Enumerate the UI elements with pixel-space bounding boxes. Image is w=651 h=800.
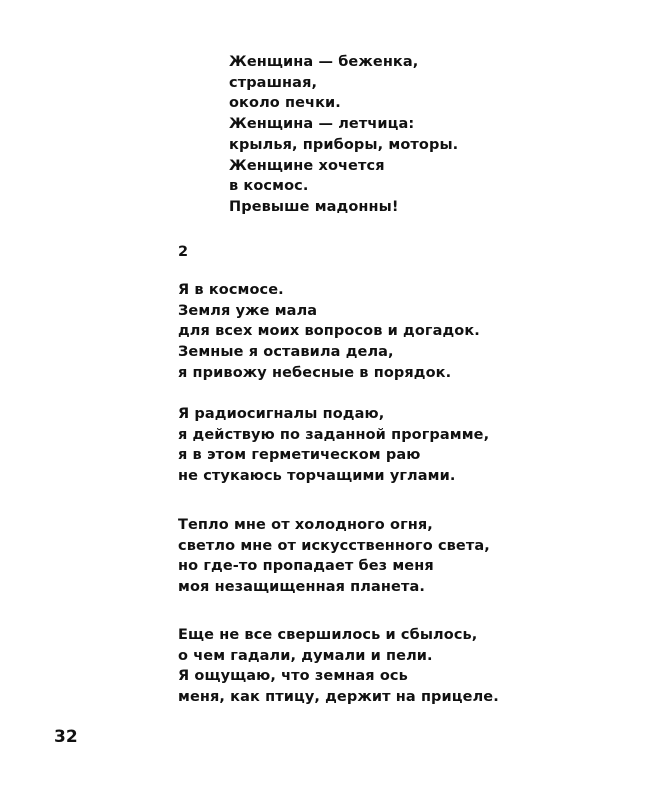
poem-line: Я радиосигналы подаю, [178,406,385,422]
poem-line: Земля уже мала [178,302,318,319]
poem-line: страшная, [229,74,318,91]
stanza-1 [229,52,458,218]
poem-line: Я в космосе. [178,282,284,298]
poem-line: Превыше мадонны! [229,198,399,215]
poem-line: Я ощущаю, что земная ось [178,668,408,685]
poem-line: Тепло мне от холодного огня, [178,517,433,533]
poem-line: крылья, приборы, моторы. [229,136,459,153]
poem-line: Еще не все свершилось и сбылось, [178,627,478,643]
poem-line: Женщина — беженка, [229,54,419,70]
section-number: 2 [178,244,189,260]
poem-line: светло мне от искусственного света, [178,537,490,554]
poem-line: Земные я оставила дела, [178,344,394,361]
stanza-2 [178,280,480,384]
poem-line: в космос. [229,178,309,195]
page-number: 32 [54,727,78,747]
stanza-4 [178,515,490,598]
poem-line: моя незащищенная планета. [178,579,425,596]
poem-line: но где-то пропадает без меня [178,558,434,575]
poem-line: я действую по заданной программе, [178,426,490,443]
poem-line: я в этом герметическом раю [178,447,421,464]
poem-line: Женщине хочется [229,157,385,174]
stanza-3 [178,404,489,487]
poem-line: около печки. [229,95,341,112]
poem-line: я привожу небесные в порядок. [178,364,452,381]
poem-line: для всех моих вопросов и догадок. [178,323,480,340]
poem-line: меня, как птицу, держит на прицеле. [178,689,499,706]
stanza-5 [178,625,499,708]
poem-line: не стукаюсь торчащими углами. [178,468,456,485]
poem-line: Женщина — летчица: [229,116,415,133]
poem-line: о чем гадали, думали и пели. [178,647,433,664]
